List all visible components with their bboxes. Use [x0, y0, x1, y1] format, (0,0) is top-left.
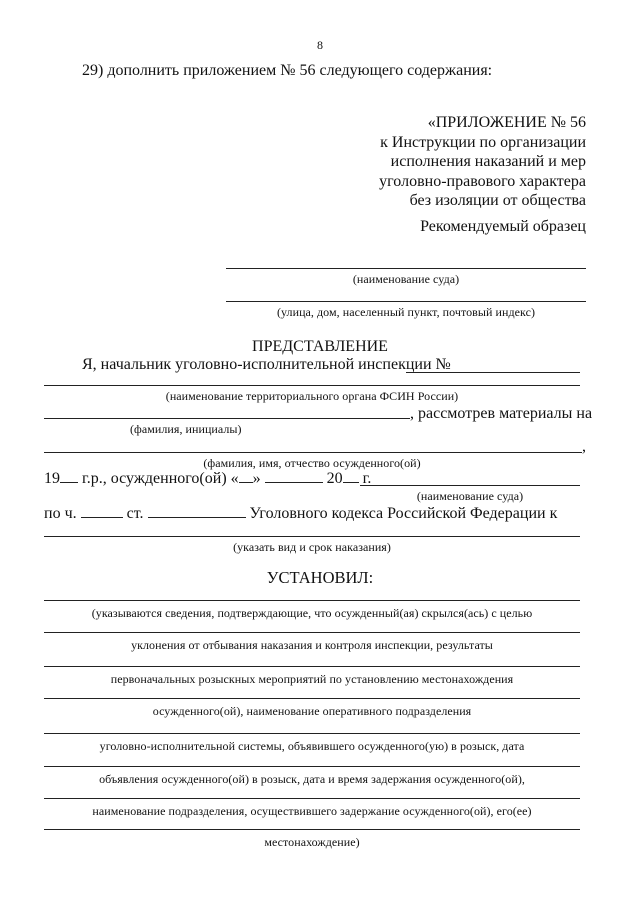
established-field-4[interactable] — [44, 698, 580, 699]
established-field-1[interactable] — [44, 600, 580, 601]
part-field[interactable] — [81, 503, 123, 518]
sentence-month-field[interactable] — [265, 468, 323, 483]
established-field-2[interactable] — [44, 632, 580, 633]
established-field-3[interactable] — [44, 666, 580, 667]
comma: , — [582, 438, 586, 455]
birth-year-field[interactable] — [60, 468, 78, 483]
appendix-line: исполнения наказаний и мер — [390, 153, 586, 170]
established-caption-5: уголовно-исполнительной системы, объявившего осужденного(ую) в розыск, дата — [99, 739, 525, 753]
established-title: УСТАНОВИЛ: — [266, 568, 374, 587]
convict-name-field[interactable] — [44, 452, 582, 453]
established-caption-1: (указываются сведения, подтверждающие, что осужденный(ая) скрылся(ась) с целью — [91, 606, 533, 620]
punishment-field[interactable] — [44, 536, 580, 537]
article-line — [44, 503, 557, 524]
court-name-caption: (наименование суда) — [352, 272, 460, 286]
part-label: по ч. — [44, 505, 77, 522]
established-field-8[interactable] — [44, 829, 580, 830]
code-text: Уголовного кодекса Российской Федерации к — [249, 505, 558, 522]
officer-name-caption: (фамилия, инициалы) — [130, 422, 242, 436]
established-field-6[interactable] — [44, 766, 580, 767]
established-caption-8: местонахождение) — [264, 835, 360, 849]
year-prefix: 20 — [326, 470, 343, 487]
page-number: 8 — [317, 38, 323, 52]
reviewed-text: , рассмотрев материалы на — [410, 405, 593, 422]
established-caption-6: объявления осужденного(ой) в розыск, дата и время задержания осужденного(ой), — [99, 772, 525, 786]
birth-year-prefix: 19 — [44, 470, 60, 487]
punishment-caption: (указать вид и срок наказания) — [233, 540, 391, 554]
sentence-year-field[interactable] — [343, 468, 359, 483]
article-label: ст. — [126, 505, 144, 522]
form-title: ПРЕДСТАВЛЕНИЕ — [252, 338, 388, 355]
birth-date-line — [44, 468, 371, 489]
established-field-5[interactable] — [44, 733, 580, 734]
appendix-line: уголовно-правового характера — [379, 172, 586, 190]
appendix-line: без изоляции от общества — [409, 192, 586, 209]
article-field[interactable] — [148, 503, 246, 518]
court-address-caption: (улица, дом, населенный пункт, почтовый индекс) — [276, 305, 535, 319]
officer-name-field[interactable] — [44, 418, 410, 419]
inspection-number-field[interactable] — [406, 372, 580, 373]
year-suffix: г. — [362, 470, 372, 487]
territorial-body-caption: (наименование территориального органа ФСИН России) — [165, 389, 459, 403]
intro-text: 29) дополнить приложением № 56 следующего содержания: — [82, 62, 493, 79]
established-caption-4: осужденного(ой), наименование оперативного подразделения — [152, 704, 472, 718]
appendix-title: «ПРИЛОЖЕНИЕ № 56 — [427, 114, 586, 131]
sentencing-court-field[interactable] — [360, 485, 580, 486]
court-name-field[interactable] — [226, 268, 586, 269]
territorial-body-field[interactable] — [44, 385, 580, 386]
sample-label: Рекомендуемый образец — [420, 218, 586, 235]
inspection-line-text: Я, начальник уголовно-исполнительной инспекции № — [82, 356, 451, 373]
sentencing-court-caption: (наименование суда) — [416, 489, 524, 503]
established-caption-2: уклонения от отбывания наказания и контроля инспекции, результаты — [131, 638, 493, 652]
convict-name-caption: (фамилия, имя, отчество осужденного(ой) — [203, 456, 421, 470]
established-caption-3: первоначальных розыскных мероприятий по установлению местонахождения — [110, 672, 514, 686]
appendix-line: к Инструкции по организации — [380, 133, 586, 151]
quote-close: » — [252, 470, 261, 487]
court-address-field[interactable] — [226, 301, 586, 302]
birth-year-suffix: г.р., осужденного(ой) « — [82, 470, 239, 487]
sentence-day-field[interactable] — [239, 468, 253, 483]
established-field-7[interactable] — [44, 798, 580, 799]
established-caption-7: наименование подразделения, осуществившего задержание осужденного(ой), его(ее) — [92, 804, 532, 818]
appendix-header — [286, 113, 586, 211]
